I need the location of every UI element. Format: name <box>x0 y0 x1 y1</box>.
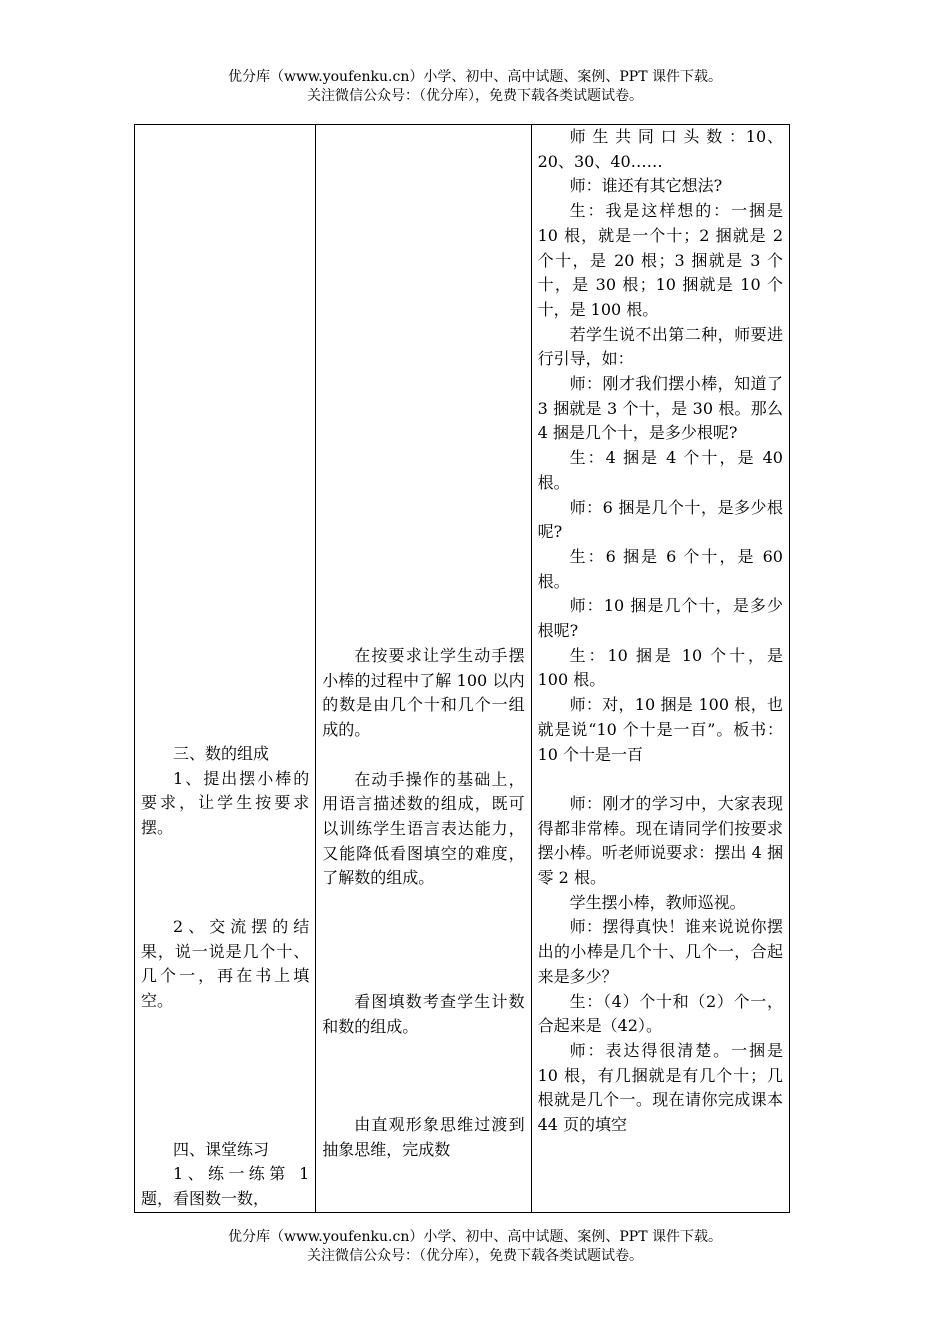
dialogue-paragraph: 师：10 捆是几个十，是多少根呢? <box>537 596 783 641</box>
teaching-process-cell <box>531 125 789 1213</box>
dialogue-paragraph: 师 生 共 同 口 头 数 ：10、20、30、40…… <box>537 127 783 171</box>
dialogue-paragraph: 生：我是这样想的：一捆是 10 根，就是一个十；2 捆就是 2 个十，是 20 根；3 捆就是 3 个十，是 30 根；10 捆就是 10 个十，是 100 根。 <box>537 201 783 319</box>
section-3-item-1: 1、提出摆小棒的要求，让学生按要求摆。 <box>141 768 310 838</box>
dialogue-paragraph: 学生摆小棒，教师巡视。 <box>569 892 746 912</box>
dialogue-paragraph: 生：4 捆是 4 个十，是 40 根。 <box>537 448 783 492</box>
teaching-steps-cell <box>135 125 316 1213</box>
intent-paragraph-3: 看图填数考查学生计数和数的组成。 <box>322 992 525 1036</box>
dialogue-paragraph: 师：摆得真快！谁来说说你摆出的小棒是几个十、几个一，合起来是多少？ <box>537 917 783 986</box>
dialogue-paragraph: 生：10 捆是 10 个十，是 100 根。 <box>537 645 783 690</box>
section-4-item-1: 1、练一练第 1 题，看图数一数， <box>141 1164 310 1209</box>
dialogue-paragraph: 生：（4）个十和（2）个一，合起来是（42）。 <box>537 991 783 1036</box>
section-3-item-2: 2、交流摆的结果，说一说是几个十、几个一，再在书上填空。 <box>141 916 310 1010</box>
page-header <box>0 68 950 106</box>
dialogue-paragraph: 师：对，10 捆是 100 根，也就是说“10 个十是一百”。板书：10 个十是一百 <box>537 695 783 764</box>
dialogue-paragraph: 师：刚才我们摆小棒，知道了 3 捆就是 3 个十，是 30 根。那么 4 捆是几个十，是多少根呢? <box>537 374 783 443</box>
dialogue-paragraph: 师：刚才的学习中，大家表现得都非常棒。现在请同学们按要求摆小棒。听老师说要求：摆出 4 捆零 2 根。 <box>537 793 783 888</box>
footer-line-1: 优分库（www.youfenku.cn）小学、初中、高中试题、案例、PPT 课件下载。 <box>227 1229 722 1245</box>
dialogue-paragraph: 师：6 捆是几个十，是多少根呢? <box>537 497 783 542</box>
intent-paragraph-1: 在按要求让学生动手摆小棒的过程中了解 100 以内的数是由几个十和几个一组成的。 <box>322 646 525 740</box>
lesson-plan-table <box>134 124 790 1213</box>
header-line-2: 关注微信公众号：（优分库），免费下载各类试题试卷。 <box>307 88 643 104</box>
dialogue-paragraph: 若学生说不出第二种，师要进行引导，如： <box>537 324 783 369</box>
design-intent-cell <box>316 125 531 1213</box>
page-footer <box>0 1228 950 1266</box>
footer-line-2: 关注微信公众号：（优分库），免费下载各类试题试卷。 <box>307 1248 643 1264</box>
header-line-1: 优分库（www.youfenku.cn）小学、初中、高中试题、案例、PPT 课件下载。 <box>227 69 722 85</box>
intent-paragraph-2: 在动手操作的基础上，用语言描述数的组成，既可以训练学生语言表达能力，又能降低看图填空的难度，了解数的组成。 <box>322 769 525 888</box>
dialogue-paragraph: 生：6 捆是 6 个十，是 60 根。 <box>537 546 783 591</box>
intent-paragraph-4: 由直观形象思维过渡到抽象思维，完成数 <box>322 1115 525 1160</box>
section-3-title: 三、数的组成 <box>173 744 270 763</box>
dialogue-paragraph: 师：表达得很清楚。一捆是 10 根，有几捆就是有几个十；几根就是几个一。现在请你完成课本 44 页的填空 <box>537 1041 783 1135</box>
dialogue-paragraph: 师：谁还有其它想法? <box>569 176 723 196</box>
section-4-title: 四、课堂练习 <box>173 1139 270 1159</box>
